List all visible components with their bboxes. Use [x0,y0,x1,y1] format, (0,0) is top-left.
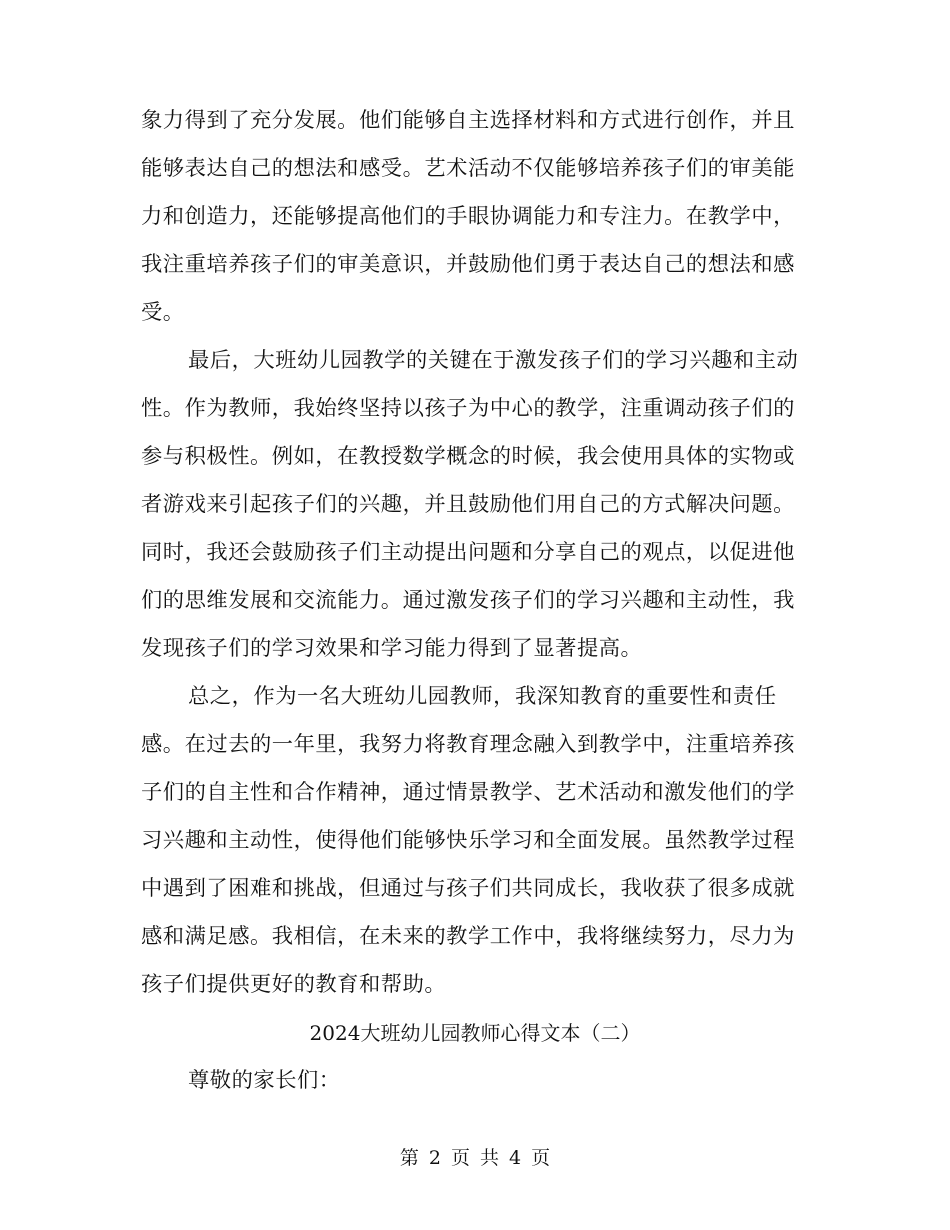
text-line: 我注重培养孩子们的审美意识，并鼓励他们勇于表达自己的想法和感 [141,252,795,277]
text-line: 子们的自主性和合作精神，通过情景教学、艺术活动和激发他们的学 [141,780,795,805]
text-line: 性。作为教师，我始终坚持以孩子为中心的教学，注重调动孩子们的 [141,396,795,421]
text-line: 力和创造力，还能够提高他们的手眼协调能力和专注力。在教学中， [141,204,795,229]
text-line: 感和满足感。我相信，在未来的教学工作中，我将继续努力，尽力为 [141,924,795,949]
text-line: 同时，我还会鼓励孩子们主动提出问题和分享自己的观点，以促进他 [141,540,795,565]
salutation: 尊敬的家长们： [188,1068,341,1093]
text-line: 能够表达自己的想法和感受。艺术活动不仅能够培养孩子们的审美能 [141,156,795,181]
text-line: 中遇到了困难和挑战，但通过与孩子们共同成长，我收获了很多成就 [141,876,795,901]
text-line: 发现孩子们的学习效果和学习能力得到了显著提高。 [141,636,643,661]
text-line: 感。在过去的一年里，我努力将教育理念融入到教学中，注重培养孩 [141,732,795,757]
text-line: 受。 [141,300,185,325]
text-line: 孩子们提供更好的教育和帮助。 [141,972,447,997]
text-line: 参与积极性。例如，在教授数学概念的时候，我会使用具体的实物或 [141,444,795,469]
paragraph-start-line: 最后，大班幼儿园教学的关键在于激发孩子们的学习兴趣和主动 [188,348,799,373]
text-line: 象力得到了充分发展。他们能够自主选择材料和方式进行创作，并且 [141,108,795,133]
section-title: 2024大班幼儿园教师心得文本（二） [309,1021,641,1045]
text-line: 者游戏来引起孩子们的兴趣，并且鼓励他们用自己的方式解决问题。 [141,492,795,517]
paragraph-start-line: 总之，作为一名大班幼儿园教师，我深知教育的重要性和责任 [188,684,777,709]
text-line: 们的思维发展和交流能力。通过激发孩子们的学习兴趣和主动性，我 [141,588,795,613]
text-line: 习兴趣和主动性，使得他们能够快乐学习和全面发展。虽然教学过程 [141,828,795,853]
page-footer: 第 2 页 共 4 页 [399,1147,551,1169]
